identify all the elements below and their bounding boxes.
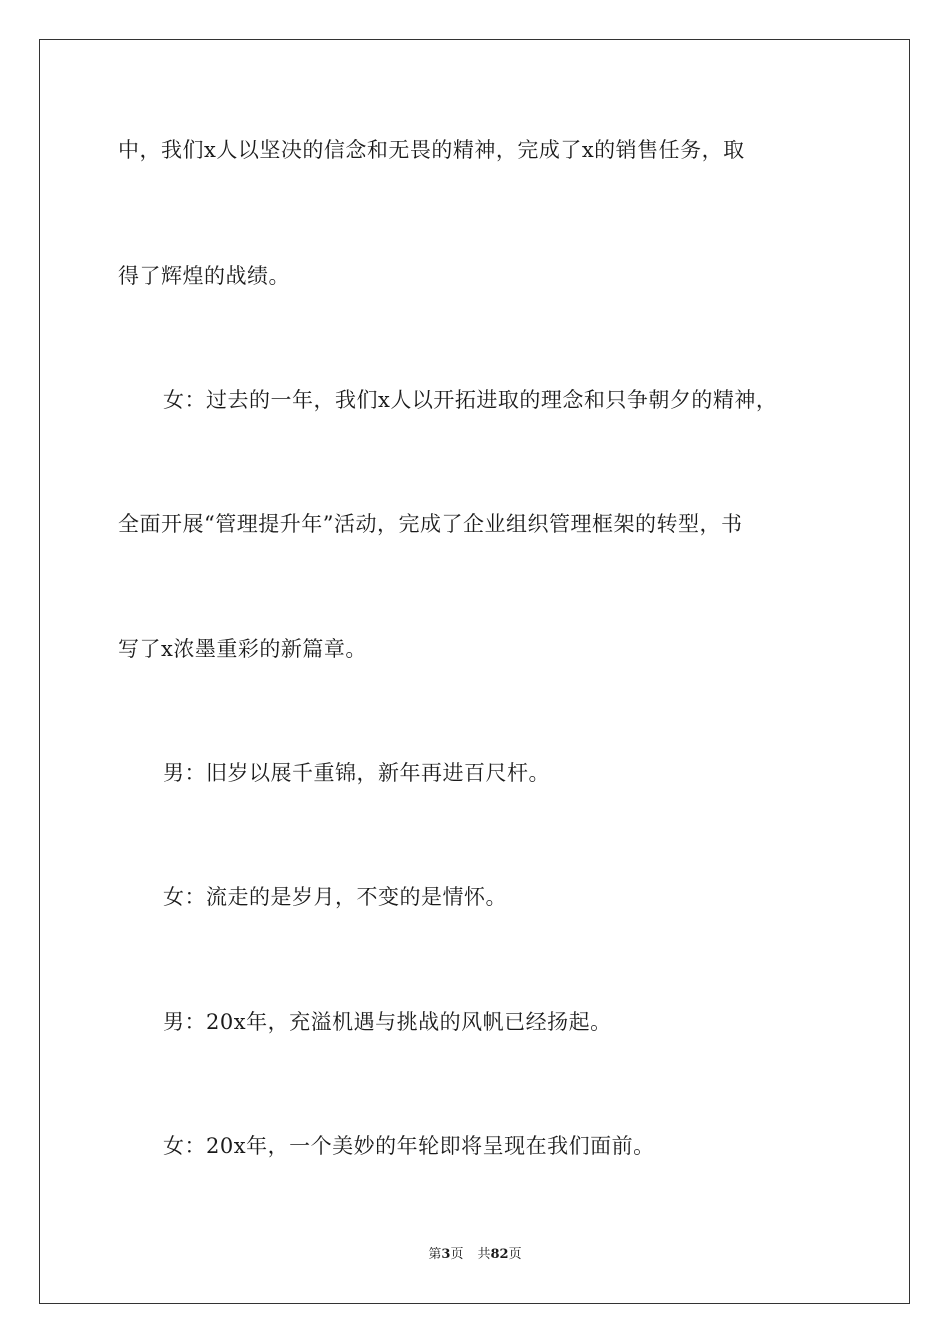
paragraph-line-4: 全面开展“管理提升年”活动，完成了企业组织管理框架的转型，书 — [118, 512, 743, 536]
page-frame — [39, 39, 910, 1304]
paragraph-line-1: 中，我们x人以坚决的信念和无畏的精神，完成了x的销售任务，取 — [118, 138, 745, 162]
page-total: 82 — [490, 1247, 509, 1262]
paragraph-line-2: 得了辉煌的战绩。 — [118, 264, 290, 288]
total-suffix: 页 — [508, 1247, 522, 1262]
page-prefix: 第 — [428, 1247, 442, 1262]
paragraph-line-8: 男：20x年，充溢机遇与挑战的风帆已经扬起。 — [163, 1010, 612, 1034]
page-suffix: 页 — [450, 1247, 464, 1262]
paragraph-line-6: 男：旧岁以展千重锦，新年再进百尺杆。 — [163, 761, 550, 785]
paragraph-line-3: 女：过去的一年，我们x人以开拓进取的理念和只争朝夕的精神， — [163, 388, 778, 412]
paragraph-line-7: 女：流走的是岁月，不变的是情怀。 — [163, 885, 507, 909]
paragraph-line-5: 写了x浓墨重彩的新篇章。 — [118, 637, 367, 661]
page-current: 3 — [441, 1247, 451, 1262]
total-prefix: 共 — [477, 1247, 491, 1262]
page-footer — [0, 1246, 950, 1264]
paragraph-line-9: 女：20x年，一个美妙的年轮即将呈现在我们面前。 — [163, 1134, 655, 1158]
